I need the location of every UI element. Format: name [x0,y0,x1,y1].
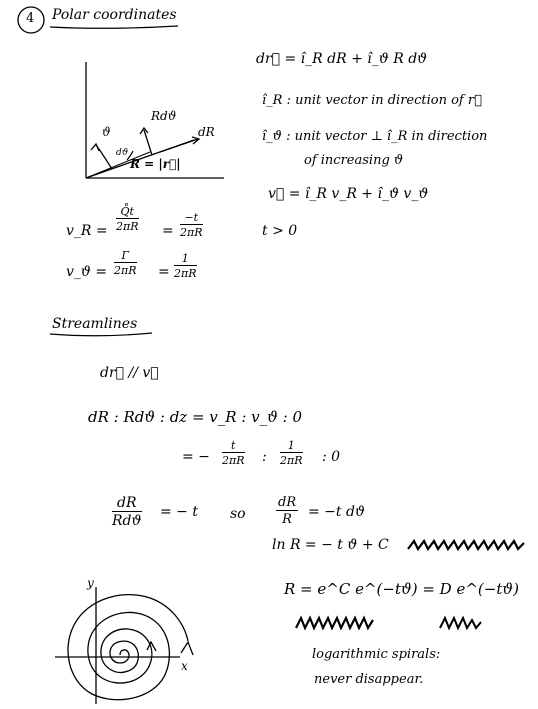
eq-ratio2-mid: : [262,449,267,465]
eq-vtheta-den1: 2πR [114,264,137,277]
eq-dR-over-num: dR [112,496,142,512]
eq-vtheta-eq: = [158,264,170,280]
spiral-curve [68,595,188,700]
eq-vtheta-frac2 [174,253,197,279]
eq-vR-frac2 [180,212,203,238]
eq-parallel: dr⃗ // v⃗ [100,365,159,381]
eq-vR-den1: 2πR [116,220,139,233]
note-log-line2: never disappear. [314,672,424,687]
title-underline [50,26,178,28]
crossed-out-scribble-3 [440,618,481,628]
label-r-dtheta: Rdϑ [151,109,177,123]
eq-dR-over-frac [112,496,142,528]
eq-ratio2-frac2 [280,440,303,466]
def-itheta-line2: of increasing ϑ [304,153,404,168]
eq-dR-R-rhs: = −t dϑ [308,504,365,520]
eq-vR-frac1 [116,206,139,232]
eq-vR-lhs: v_R = [66,223,108,239]
eq-vtheta-num2: 1 [174,253,197,266]
dR-arrow [160,139,198,152]
eq-ratio2-post: : 0 [322,449,341,465]
eq-ratio2-frac1 [222,440,245,466]
eq-dR-over-rhs: = − t [160,504,198,520]
eq-vtheta-lhs: v_ϑ = [66,264,108,280]
theta-arrowhead [91,144,99,151]
def-itheta-line1: î_ϑ : unit vector ⊥ î_R in direction [262,129,488,144]
eq-vtheta-num1: Γ [114,250,137,263]
section-number: 4 [26,11,35,26]
spiral-diagram [55,587,193,704]
eq-ratio2-num2: 1 [280,440,303,453]
label-dR: dR [198,125,215,139]
eq-ratio2-den2: 2πR [280,454,303,467]
eq-ratio1: dR : Rdϑ : dz = v_R : v_ϑ : 0 [88,408,302,426]
eq-vR-den2: 2πR [180,226,203,239]
spiral-arrowhead-outer [181,642,193,655]
spiral-label-x: x [181,659,188,673]
eq-dr: dr⃗ = î_R dR + î_ϑ R dϑ [256,51,428,67]
label-dtheta: dϑ [116,148,129,158]
eq-vtheta-den2: 2πR [174,267,197,280]
eq-vR-eq: = [162,223,174,239]
section2-title: Streamlines [52,316,138,332]
crossed-out-scribble-1 [408,541,524,549]
crossed-out-scribble-2 [296,618,373,628]
eq-ln: ln R = − t ϑ + C [272,537,389,553]
eq-dR-over-den: Rdϑ [112,513,142,529]
eq-vR-num2: −t [180,212,203,225]
eq-vtheta-frac1 [114,250,137,276]
eq-v: v⃗ = î_R v_R + î_ϑ v_ϑ [268,186,429,202]
eq-ratio2-pre: = − [182,449,210,465]
eq-vR-num1: Q̊t [116,206,139,219]
rdtheta-arrow [144,130,152,155]
label-theta: ϑ [102,125,111,139]
eq-dR-R-frac [276,496,298,526]
word-so: so [230,506,246,522]
eq-dR-R-num: dR [278,495,297,510]
condition-t: t > 0 [262,223,298,239]
section1-title: Polar coordinates [52,7,177,23]
title2-underline [50,333,152,336]
eq-ratio2-num1: t [222,440,245,453]
eq-ratio2-den1: 2πR [222,454,245,467]
label-R: R = |r⃗| [130,157,181,171]
eq-R-exp: R = e^C e^(−tϑ) = D e^(−tϑ) [284,580,519,598]
spiral-label-y: y [87,576,94,590]
note-log-line1: logarithmic spirals: [312,647,441,662]
eq-dR-R-den: R [282,512,292,527]
def-iR: î_R : unit vector in direction of r⃗ [262,93,482,108]
